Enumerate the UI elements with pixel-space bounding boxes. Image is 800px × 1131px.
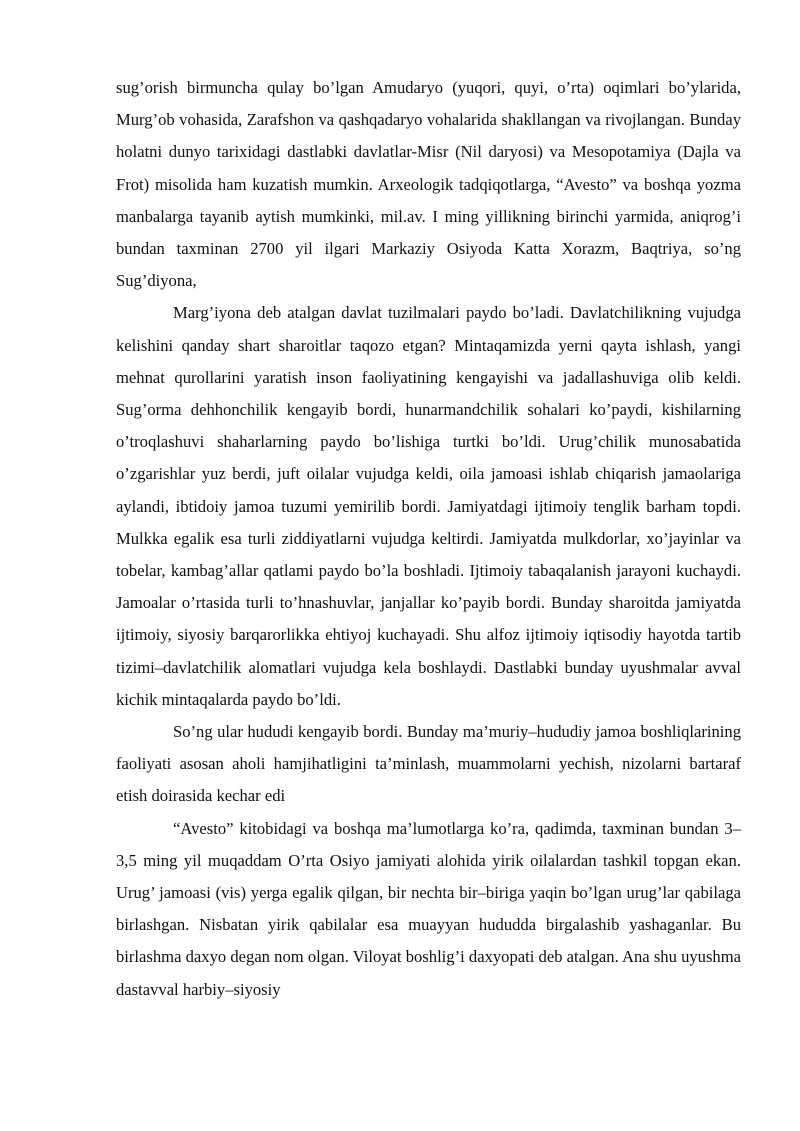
document-page: [116, 72, 741, 1006]
paragraph-4: “Avesto” kitobidagi va boshqa ma’lumotlarga ko’ra, qadimda, taxminan bundan 3–3,5 ming yil muqaddam O’rta Osiyo jamiyati alohida yirik oilalardan tashkil topgan ekan. Urug’ jamoasi (vis) yerga egalik qilgan, bir nechta bir–biriga yaqin bo’lgan urug’lar qabilaga birlashgan. Nisbatan yirik qabilalar esa muayyan hududda birgalashib yashaganlar. Bu birlashma daxyo degan nom olgan. Viloyat boshlig’i daxyopati deb atalgan. Ana shu uyushma dastavval harbiy–siyosiy: [116, 818, 741, 999]
paragraph-3: So’ng ular hududi kengayib bordi. Bunday ma’muriy–hududiy jamoa boshliqlarining faoliyati asosan aholi hamjihatligini ta’minlash, muammolarni yechish, nizolarni bartaraf etish doirasida kechar edi: [116, 722, 741, 806]
paragraph-2: Marg’iyona deb atalgan davlat tuzilmalari paydo bo’ladi. Davlatchilikning vujudga kelishini qanday shart sharoitlar taqozo etgan? Mintaqamizda yerni qayta ishlash, yangi mehnat qurollarini yaratish inson faoliyatining kengayishi va jadallashuviga olib keldi. Sug’orma dehhonchilik kengayib bordi, hunarmandchilik sohalari ko’paydi, kishilarning o’troqlashuvi shaharlarning paydo bo’lishiga turtki bo’ldi. Urug’chilik munosabatida o’zgarishlar yuz berdi, juft oilalar vujudga keldi, oila jamoasi ishlab chiqarish jamaolariga aylandi, ibtidoiy jamoa tuzumi yemirilib bordi. Jamiyatdagi ijtimoiy tenglik barham topdi. Mulkka egalik esa turli ziddiyatlarni vujudga keltirdi. Jamiyatda mulkdorlar, xo’jayinlar va tobelar, kambag’allar qatlami paydo bo’la boshladi. Ijtimoiy tabaqalanish jarayoni kuchaydi. Jamoalar o’rtasida turli to’hnashuvlar, janjallar ko’payib bordi. Bunday sharoitda jamiyatda ijtimoiy, siyosiy barqarorlikka ehtiyoj kuchayadi. Shu alfoz ijtimoiy iqtisodiy hayotda tartib tizimi–davlatchilik alomatlari vujudga kela boshlaydi. Dastlabki bunday uyushmalar avval kichik mintaqalarda paydo bo’ldi.: [116, 303, 741, 709]
paragraph-1: sug’orish birmuncha qulay bo’lgan Amudaryo (yuqori, quyi, o’rta) oqimlari bo’ylarida, Murg’ob vohasida, Zarafshon va qashqadaryo vohalarida shakllangan va rivojlangan. Bunday holatni dunyo tarixidagi dastlabki davlatlar-Misr (Nil daryosi) va Mesopotamiya (Dajla va Frot) misolida ham kuzatish mumkin. Arxeologik tadqiqotlarga, “Avesto” va boshqa yozma manbalarga tayanib aytish mumkinki, mil.av. I ming yillikning birinchi yarmida, aniqrog’i bundan taxminan 2700 yil ilgari Markaziy Osiyoda Katta Xorazm, Baqtriya, so’ng Sug’diyona,: [116, 78, 741, 291]
